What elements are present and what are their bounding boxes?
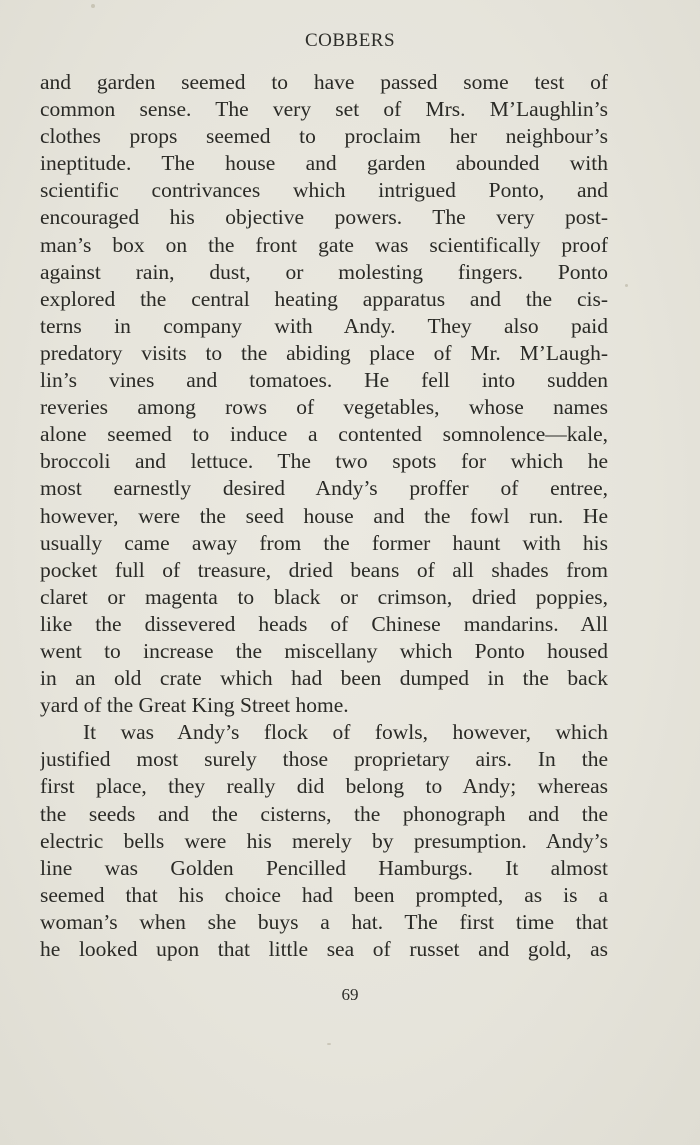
text-line: he looked upon that little sea of russet and gold, as xyxy=(40,937,608,961)
text-line: most earnestly desired Andy’s proffer of entree, xyxy=(40,476,608,501)
text-line: pocket full of treasure, dried beans of all shades from xyxy=(40,557,608,582)
text-line: and garden seemed to have passed some test of xyxy=(40,70,608,94)
text-line: clothes props seemed to proclaim her neighbour’s xyxy=(40,124,608,149)
text-line: the seeds and the cisterns, the phonograph and the xyxy=(40,801,608,826)
paper-speck xyxy=(327,1043,331,1045)
text-line: ineptitude. The house and garden abounded with xyxy=(40,151,608,176)
text-line: reveries among rows of vegetables, whose names xyxy=(40,395,608,420)
text-line: lin’s vines and tomatoes. He fell into sudden xyxy=(40,368,608,393)
paragraph-2 xyxy=(40,719,608,963)
text-line: first place, they really did belong to Andy; whereas xyxy=(40,774,608,799)
text-line: scientific contrivances which intrigued Ponto, and xyxy=(40,178,608,203)
paper-speck xyxy=(91,4,95,8)
text-line: encouraged his objective powers. The very post- xyxy=(40,205,608,230)
page-number: 69 xyxy=(341,985,359,1004)
text-line: woman’s when she buys a hat. The first time that xyxy=(40,909,608,934)
text-line: explored the central heating apparatus and the cis- xyxy=(40,286,608,311)
text-line: however, were the seed house and the fowl run. He xyxy=(40,503,608,528)
text-line: electric bells were his merely by presumption. Andy’s xyxy=(40,828,608,853)
text-line: common sense. The very set of Mrs. M’Laughlin’s xyxy=(40,97,608,122)
text-line: man’s box on the front gate was scientifically proof xyxy=(40,232,608,257)
text-line: seemed that his choice had been prompted, as is a xyxy=(40,882,608,907)
text-line: usually came away from the former haunt with his xyxy=(40,530,608,555)
text-line: claret or magenta to black or crimson, dried poppies, xyxy=(40,584,608,609)
text-line: like the dissevered heads of Chinese mandarins. All xyxy=(40,611,608,636)
paper-speck xyxy=(625,284,628,287)
text-line: alone seemed to induce a contented somnolence—kale, xyxy=(40,422,608,447)
running-head: COBBERS xyxy=(304,30,396,51)
text-line: broccoli and lettuce. The two spots for which he xyxy=(40,449,608,474)
text-line: justified most surely those proprietary airs. In the xyxy=(40,747,608,772)
text-line: went to increase the miscellany which Ponto housed xyxy=(40,638,608,663)
paragraph-1 xyxy=(40,69,608,719)
text-line: against rain, dust, or molesting fingers. Ponto xyxy=(40,259,608,284)
text-line: predatory visits to the abiding place of Mr. M’Laugh- xyxy=(40,340,608,365)
text-line: terns in company with Andy. They also paid xyxy=(40,313,608,338)
text-line: It was Andy’s flock of fowls, however, which xyxy=(83,720,608,745)
text-line: yard of the Great King Street home. xyxy=(40,693,349,718)
text-line: in an old crate which had been dumped in the back xyxy=(40,666,608,691)
text-line: line was Golden Pencilled Hamburgs. It almost xyxy=(40,855,608,880)
body-text xyxy=(40,69,608,963)
